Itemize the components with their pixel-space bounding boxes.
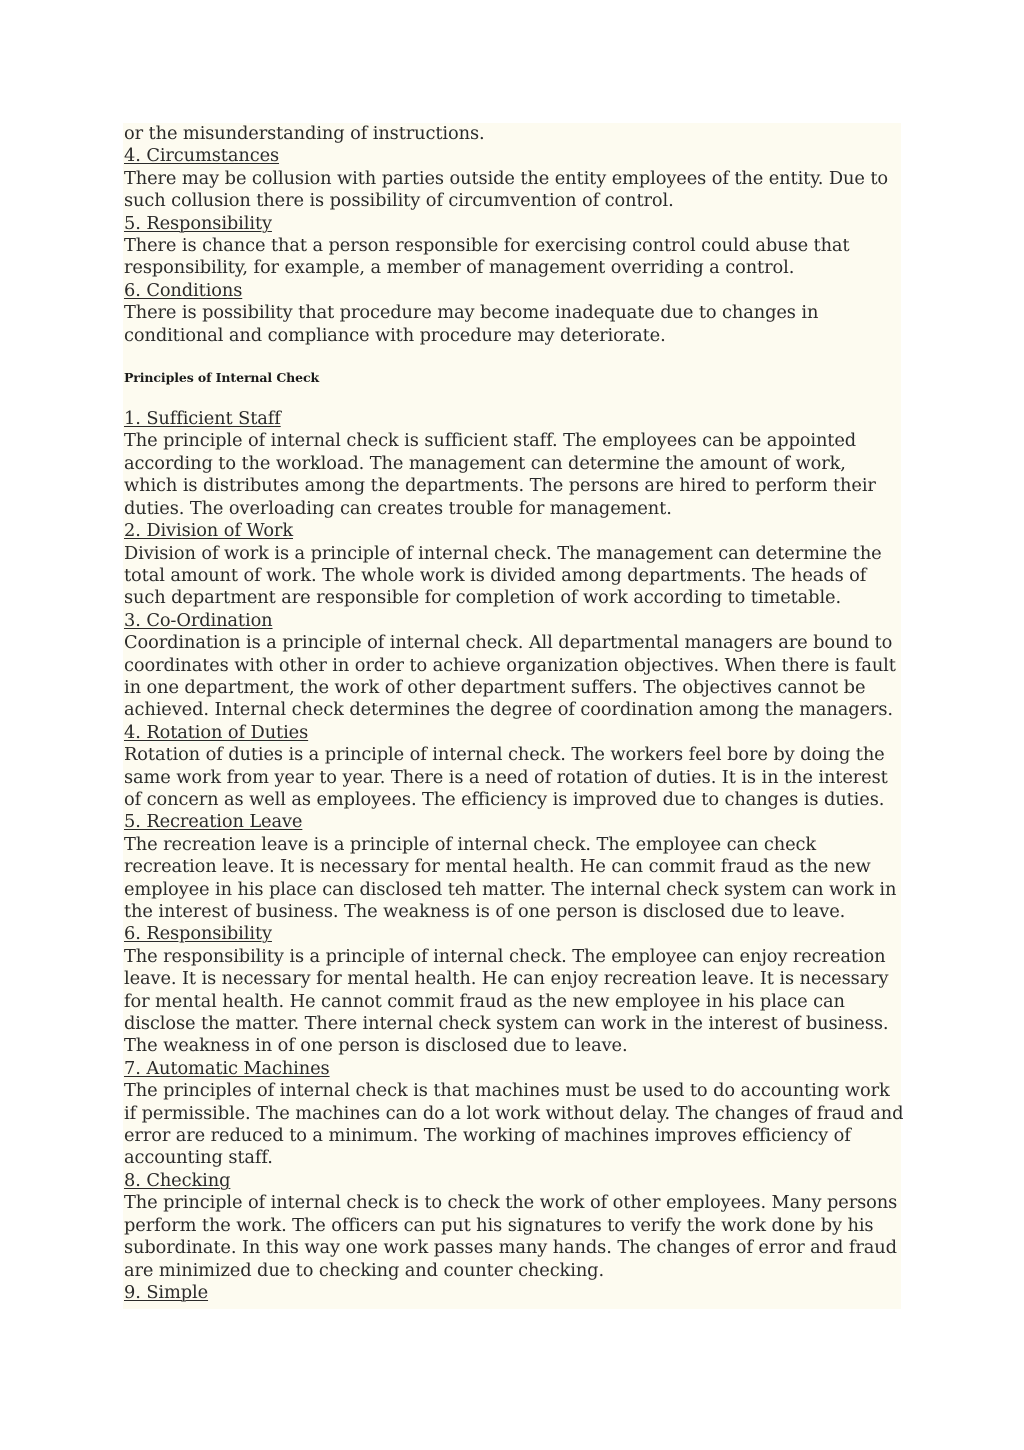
limitation-text-conditions: There is possibility that procedure may become inadequate due to changes in conditional and compliance with procedure may deteriorate. [124,302,819,346]
principle-text-sufficient-staff: The principle of internal check is sufficient staff. The employees can be appointed according to the workload. The management can determine the amount of work, which is distributes among the departments. The persons are hired to perform their duties. The overloading can creates trouble for management. [124,430,876,519]
principle-text-co-ordination: Coordination is a principle of internal check. All departmental managers are bound to coordinates with other in order to achieve organization objectives. When there is fault in one department, the work of other department suffers. The objectives cannot be achieved. Internal check determines the degree of coordination among the managers. [124,632,896,721]
limitation-heading-responsibility[interactable]: 5. Responsibility [124,212,272,234]
principle-text-responsibility: The responsibility is a principle of internal check. The employee can enjoy recreation leave. It is necessary for mental health. He can enjoy recreation leave. It is necessary for mental health. He cannot commit fraud as the new employee in his place can disclose the matter. There internal check system can work in the interest of business. The weakness in of one person is disclosed due to leave. [124,945,889,1057]
principle-heading-responsibility[interactable]: 6. Responsibility [124,923,272,945]
limitation-heading-conditions[interactable]: 6. Conditions [124,279,243,301]
principle-heading-checking[interactable]: 8. Checking [124,1169,231,1191]
section-title-principles: Principles of Internal Check [124,370,320,386]
principle-text-rotation-of-duties: Rotation of duties is a principle of internal check. The workers feel bore by doing the same work from year to year. There is a need of rotation of duties. It is in the interest of concern as well as employees. The efficiency is improved due to changes is duties. [124,744,888,810]
principle-text-checking: The principle of internal check is to check the work of other employees. Many persons perform the work. The officers can put his signatures to verify the work done by his subordinate. In this way one work passes many hands. The changes of error and fraud are minimized due to checking and counter checking. [124,1192,898,1281]
principle-heading-sufficient-staff[interactable]: 1. Sufficient Staff [124,408,281,430]
limitation-text-responsibility: There is chance that a person responsible for exercising control could abuse that responsibility, for example, a member of management overriding a control. [124,235,850,279]
document-body [124,123,904,1304]
principle-heading-simple[interactable]: 9. Simple [124,1281,209,1303]
principle-heading-co-ordination[interactable]: 3. Co-Ordination [124,609,273,631]
limitation-heading-circumstances[interactable]: 4. Circumstances [124,145,280,167]
intro-line: or the misunderstanding of instructions. [124,123,485,144]
principle-text-recreation-leave: The recreation leave is a principle of internal check. The employee can check recreation leave. It is necessary for mental health. He can commit fraud as the new employee in his place can disclosed teh matter. The internal check system can work in the interest of business. The weakness is of one person is disclosed due to leave. [124,833,897,922]
principle-heading-division-of-work[interactable]: 2. Division of Work [124,520,294,542]
principle-text-automatic-machines: The principles of internal check is that machines must be used to do accounting work if permissible. The machines can do a lot work without delay. The changes of fraud and error are reduced to a minimum. The working of machines improves efficiency of accounting staff. [124,1080,904,1169]
limitation-text-circumstances: There may be collusion with parties outside the entity employees of the entity. Due to such collusion there is possibility of circumvention of control. [124,167,889,212]
principle-heading-rotation-of-duties[interactable]: 4. Rotation of Duties [124,721,309,743]
principle-heading-automatic-machines[interactable]: 7. Automatic Machines [124,1057,330,1079]
principle-text-division-of-work: Division of work is a principle of internal check. The management can determine the total amount of work. The whole work is divided among departments. The heads of such department are responsible for completion of work according to timetable. [124,542,882,609]
principle-heading-recreation-leave[interactable]: 5. Recreation Leave [124,811,303,833]
